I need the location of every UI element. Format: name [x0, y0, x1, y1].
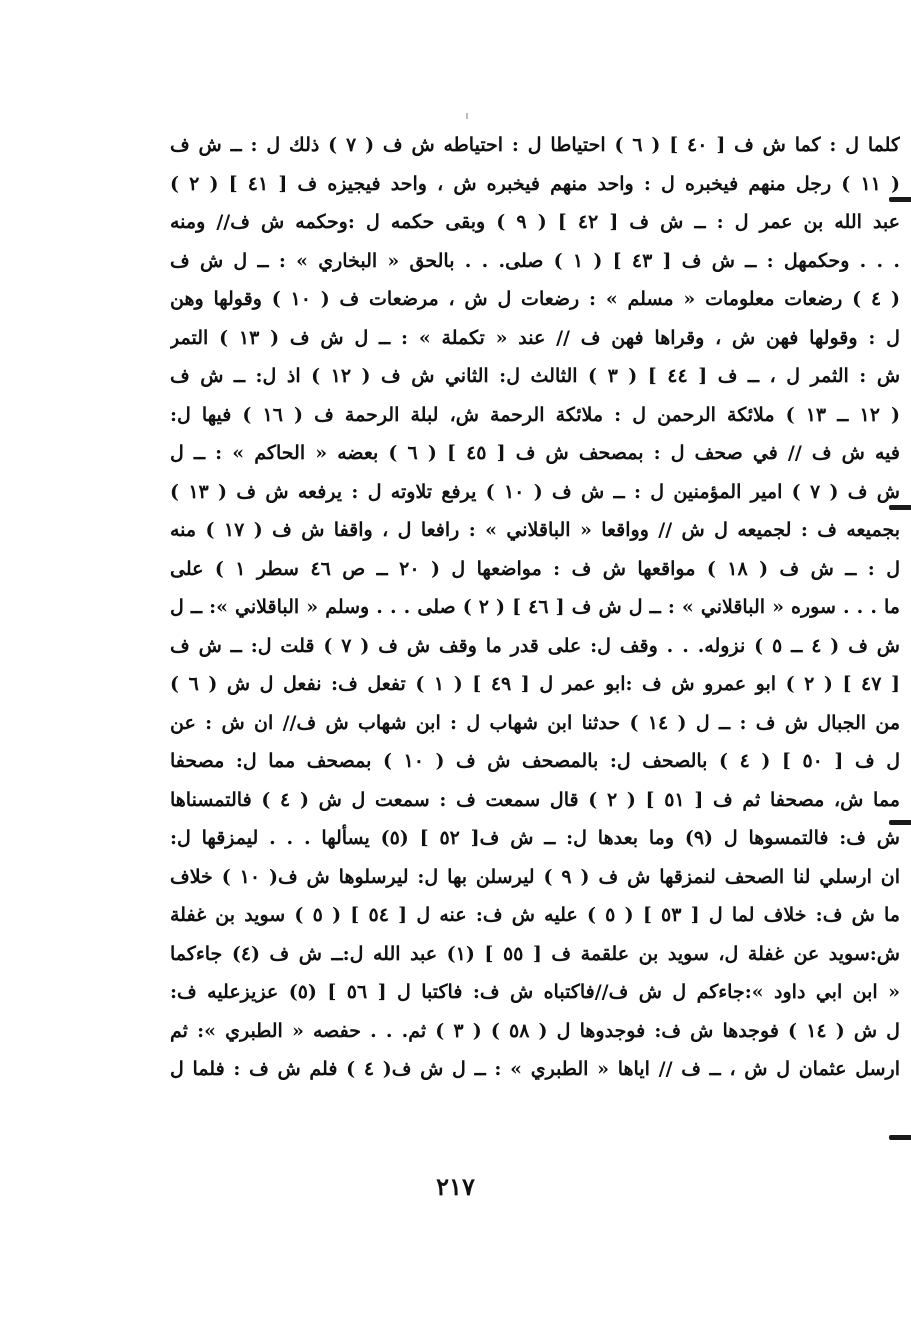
edge-mark [889, 505, 911, 510]
text-line: [ ٤٧ ] ( ٢ ) ابو عمرو ش ف :ابو عمر ل [ ٤٩ ] ( ١ ) تفعل ف: نفعل ل ش ( ٦ ) [170, 673, 900, 695]
edge-mark [889, 1135, 911, 1140]
text-line: ( ١٢ ــ ١٣ ) ملائكة الرحمن ل : ملائكة الرحمة ش، لبلة الرحمة ف ( ١٦ ) فيها ل: [170, 403, 900, 426]
text-line: بجميعه ف : لجميعه ل ش // وواقعا « الباقلاني » : رافعا ل ، واقفا ش ف ( ١٧ ) منه [170, 519, 900, 541]
edge-mark [889, 197, 911, 202]
text-line: ( ١١ ) رجل منهم فيخبره ل : واحد منهم فيخبره ش ، واحد فيجيزه ف [ ٤١ ] ( ٢ ) [170, 172, 900, 195]
text-line: ما ش ف: خلاف لما ل [ ٥٣ ] ( ٥ ) عليه ش ف: عنه ل [ ٥٤ ] ( ٥ ) سويد بن غفلة [170, 904, 900, 926]
text-line: ل : ــ ش ف ( ١٨ ) مواقعها ش ف : مواضعها ل ( ٢٠ ــ ص ٤٦ سطر ١ ) على [170, 557, 900, 580]
speck-mark [466, 113, 468, 119]
text-line: ( ٤ ) رضعات معلومات « مسلم » : رضعات ل ش ، مرضعات ف ( ١٠ ) وقولها وهن [170, 288, 900, 310]
text-line: ش ف ( ٤ ــ ٥ ) نزوله. . . وقف ل: على قدر ما وقف ش ف ( ٧ ) قلت ل: ــ ش ف [170, 634, 900, 657]
text-line: من الجبال ش ف : ــ ل ( ١٤ ) حدثنا ابن شهاب ل : ابن شهاب ش ف// ان ش : عن [170, 711, 900, 734]
text-line: ل ش ( ١٤ ) فوجدها ش ف: فوجدوها ل ( ٥٨ ) ( ٣ ) ثم. . . حفصه « الطبري »: ثم [170, 1019, 900, 1042]
page-number: ٢١٧ [436, 1172, 475, 1201]
text-line: ش:سويد عن غفلة ل، سويد بن علقمة ف [ ٥٥ ] (١) عبد الله ل:ــ ش ف (٤) جاءكما [170, 942, 900, 965]
text-line: ما . . . سوره « الباقلاني » : ــ ل ش ف [ ٤٦ ] ( ٢ ) صلى . . . وسلم « الباقلاني »: ــ ل [170, 596, 900, 618]
text-line: ارسل عثمان ل ش ، ــ ف // اياها « الطبري » : ــ ل ش ف( ٤ ) فلم ش ف : فلما ل [170, 1058, 900, 1080]
footnotes-block [170, 126, 900, 1089]
text-line: ش ف: فالتمسوها ل (٩) وما بعدها ل: ــ ش ف[ ٥٢ ] (٥) يسألها . . . ليمزقها ل: [170, 827, 900, 849]
text-line: . . . وحكمهل : ــ ش ف [ ٤٣ ] ( ١ ) صلى. . . بالحق « البخاري » : ــ ل ش ف [170, 249, 900, 272]
edge-mark [889, 820, 911, 825]
text-line: ش : الثمر ل ، ــ ف [ ٤٤ ] ( ٣ ) الثالث ل: الثاني ش ف ( ١٢ ) اذ ل: ــ ش ف [170, 365, 900, 387]
text-line: فيه ش ف // في صحف ل : بمصحف ش ف [ ٤٥ ] ( ٦ ) بعضه « الحاكم » : ــ ل [170, 442, 900, 464]
text-line: ش ف ( ٧ ) امير المؤمنين ل : ــ ش ف ( ١٠ ) يرفع تلاوته ل : يرفعه ش ف ( ١٣ ) [170, 480, 900, 503]
text-line: « ابن ابي داود »:جاءكم ل ش ف//فاكتباه ش ف: فاكتبا ل [ ٥٦ ] (٥) عزيزعليه ف: [170, 981, 900, 1003]
text-line: مما ش، مصحفا ثم ف [ ٥١ ] ( ٢ ) قال سمعت ف : سمعت ل ش ( ٤ ) فالتمسناها [170, 788, 900, 811]
text-line: عبد الله بن عمر ل : ــ ش ف [ ٤٢ ] ( ٩ ) وبقى حكمه ل :وحكمه ش ف// ومنه [170, 211, 900, 233]
text-line: ان ارسلي لنا الصحف لنمزقها ش ف ( ٩ ) ليرسلن بها ل: ليرسلوها ش ف( ١٠ ) خلاف [170, 865, 900, 888]
text-line: ل : وقولها فهن ش ، وقراها فهن ف // عند « تكملة » : ــ ل ش ف ( ١٣ ) التمر [170, 326, 900, 349]
text-line: ل ف [ ٥٠ ] ( ٤ ) بالصحف ل: بالمصحف ش ف ( ١٠ ) بمصحف مما ل: مصحفا [170, 750, 900, 772]
text-line: كلما ل : كما ش ف [ ٤٠ ] ( ٦ ) احتياطا ل : احتياطه ش ف ( ٧ ) ذلك ل : ــ ش ف [170, 134, 900, 156]
